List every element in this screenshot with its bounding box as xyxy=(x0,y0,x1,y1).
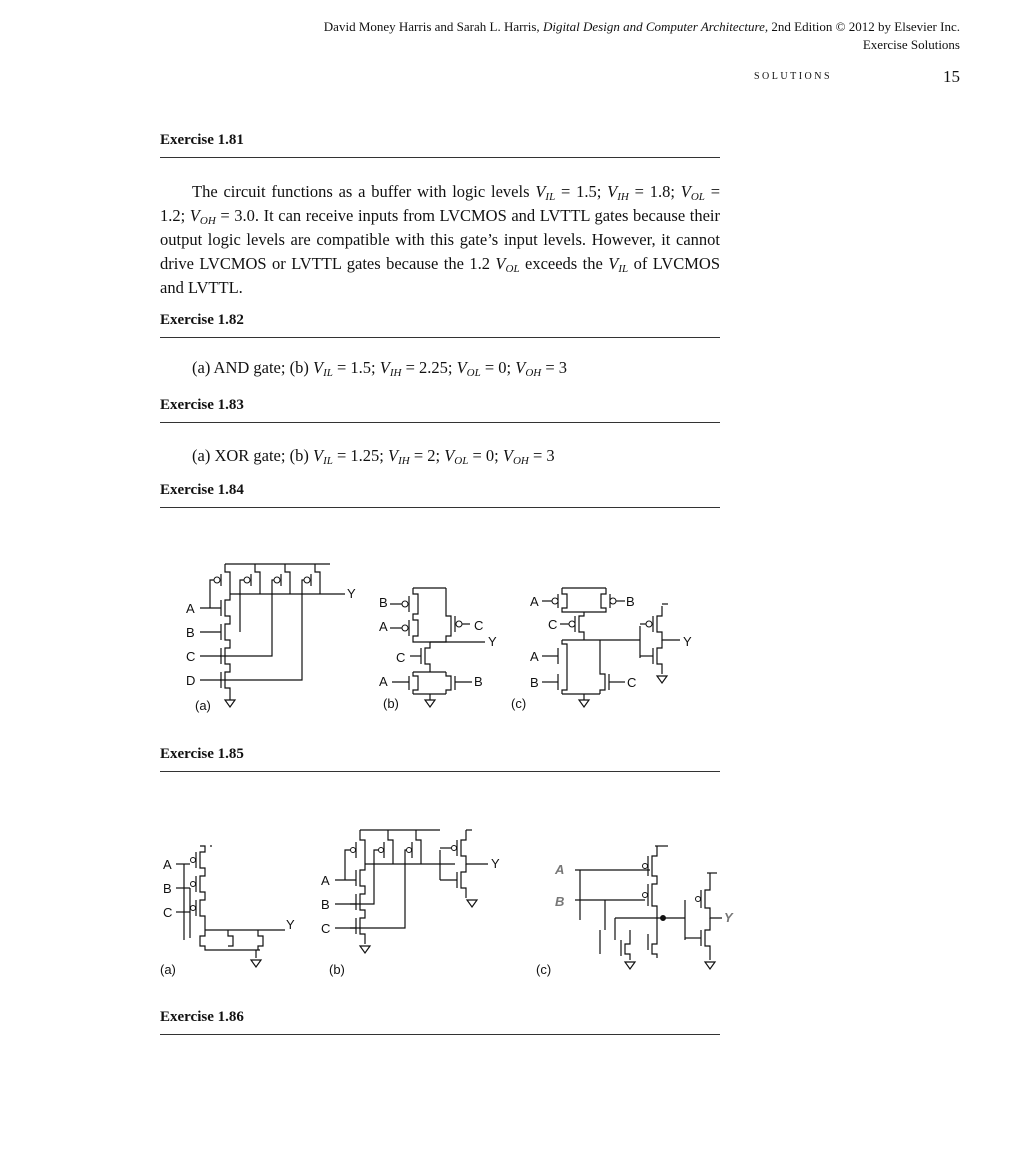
label: A xyxy=(530,649,539,664)
label: Y xyxy=(347,586,356,601)
schematic-1-84-b xyxy=(379,588,497,711)
label: A xyxy=(530,594,539,609)
schematic-1-84-c xyxy=(511,588,692,711)
label: A xyxy=(379,619,388,634)
label: C xyxy=(627,675,637,690)
label: A xyxy=(321,873,330,888)
exercise-1-85-title: Exercise 1.85 xyxy=(160,746,244,762)
label: Y xyxy=(683,634,692,649)
label: B xyxy=(379,595,388,610)
label: A xyxy=(555,862,565,877)
page-number: 15 xyxy=(943,67,960,86)
caption: (a) xyxy=(160,962,176,977)
schematic-1-85-a xyxy=(160,846,295,977)
label: Y xyxy=(724,910,733,925)
label: B xyxy=(163,881,172,896)
header-authors: David Money Harris and Sarah L. Harris, xyxy=(323,19,543,34)
label: B xyxy=(474,674,483,689)
label: C xyxy=(186,649,196,664)
schematic-1-84-a xyxy=(186,564,356,713)
header-book-title: Digital Design and Computer Architecture, xyxy=(542,19,769,34)
exercise-1-84-title: Exercise 1.84 xyxy=(160,482,244,498)
label: C xyxy=(163,905,173,920)
label: B xyxy=(530,675,539,690)
caption: (c) xyxy=(536,962,552,977)
running-section-label: SOLUTIONS xyxy=(754,71,833,82)
exercise-1-81-title: Exercise 1.81 xyxy=(160,132,244,148)
exercise-rule xyxy=(160,1034,720,1035)
label: C xyxy=(321,921,331,936)
label: B xyxy=(186,625,195,640)
label: D xyxy=(186,673,196,688)
schematic-1-85-c xyxy=(536,846,734,977)
exercise-rule xyxy=(160,771,720,772)
label: B xyxy=(555,894,565,909)
label: B xyxy=(321,897,330,912)
label: C xyxy=(548,617,558,632)
caption: (b) xyxy=(329,962,345,977)
label: C xyxy=(474,618,484,633)
caption: (c) xyxy=(511,696,527,711)
label: C xyxy=(396,650,406,665)
schematic-1-85-b xyxy=(321,830,500,977)
label: Y xyxy=(286,917,295,932)
label: A xyxy=(163,857,172,872)
label: Y xyxy=(488,634,497,649)
label: A xyxy=(186,601,195,616)
label: A xyxy=(379,674,388,689)
header-edition: 2nd Edition © 2012 by Elsevier Inc. xyxy=(768,19,960,34)
caption: (b) xyxy=(383,696,399,711)
label: Y xyxy=(491,856,500,871)
caption: (a) xyxy=(195,698,211,713)
exercise-1-83-answer: (a) XOR gate; (b) $V_{IL} = 1.25$; $V_{IH} = 2$; $V_{OL} = 0$; $V_{OH} = 3$ xyxy=(192,446,555,467)
header-subtitle: Exercise Solutions xyxy=(862,37,960,52)
exercise-1-81-answer: The circuit functions as a buffer with logic levels $V_{IL} = 1.5$; $V_{IH} = 1.8$; $V_{OL} = 1.2$; $V_{OH} = 3.0$. It can receive inputs from LVCMOS and LVTTL gates because their output logic levels are compatible with this gate’s input levels. However, it cannot drive LVCMOS or LVTTL gates because the 1.2 $V_{OL}$ exceeds the $V_{IL}$ of LVCMOS and LVTTL. xyxy=(160,182,720,297)
exercise-1-86-title: Exercise 1.86 xyxy=(160,1009,244,1025)
exercise-1-82-title: Exercise 1.82 xyxy=(160,312,244,328)
exercise-1-82-answer: (a) AND gate; (b) $V_{IL} = 1.5$; $V_{IH} = 2.25$; $V_{OL} = 0$; $V_{OH} = 3$ xyxy=(192,358,568,379)
exercise-1-83-title: Exercise 1.83 xyxy=(160,397,244,413)
label: B xyxy=(626,594,635,609)
